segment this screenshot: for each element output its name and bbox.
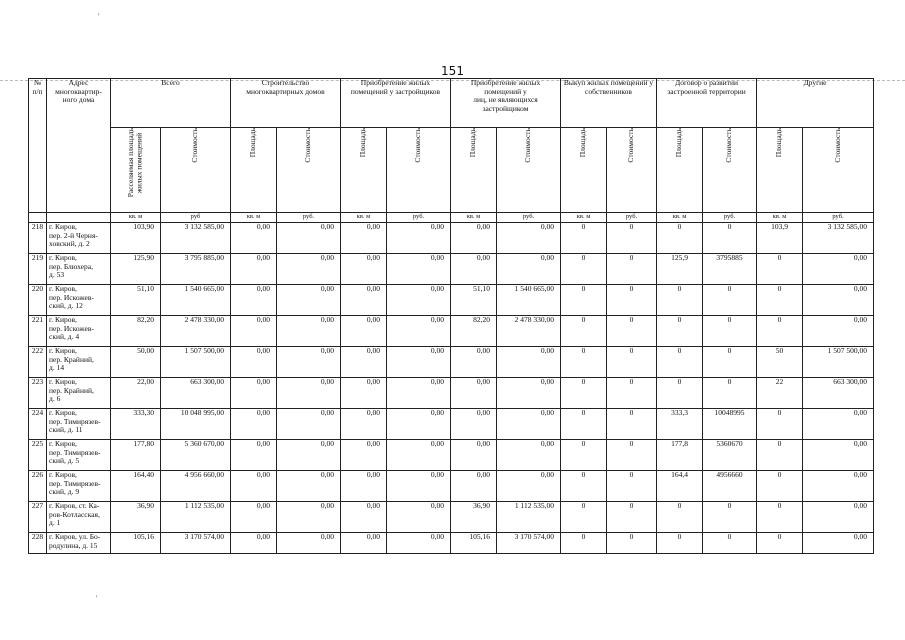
- value-cell: 0: [757, 471, 803, 502]
- value-cell: 0,00: [277, 533, 341, 554]
- value-cell: 0,00: [387, 502, 451, 533]
- value-cell: 3 170 574,00: [161, 533, 231, 554]
- value-cell: 0: [607, 285, 657, 316]
- unit-cell: кв. м: [657, 213, 703, 223]
- value-cell: 0: [561, 533, 607, 554]
- table-row: [29, 440, 874, 471]
- unit-cell: кв. м: [757, 213, 803, 223]
- value-cell: 0: [561, 502, 607, 533]
- value-cell: 0,00: [231, 409, 277, 440]
- value-cell: 333,3: [657, 409, 703, 440]
- value-cell: 0: [561, 409, 607, 440]
- value-cell: 0: [703, 502, 757, 533]
- unit-cell: кв. м: [451, 213, 497, 223]
- value-cell: 0: [607, 378, 657, 409]
- value-cell: 1 540 665,00: [161, 285, 231, 316]
- value-cell: 0,00: [387, 347, 451, 378]
- value-cell: 0,00: [341, 347, 387, 378]
- value-cell: 0,00: [341, 378, 387, 409]
- value-cell: 0: [561, 440, 607, 471]
- value-cell: 0,00: [497, 378, 561, 409]
- sub-header: Площадь: [341, 128, 387, 213]
- value-cell: 0,00: [231, 502, 277, 533]
- address-cell: г. Киров, пер. Крайний, д. 14: [47, 347, 111, 378]
- value-cell: 0: [703, 285, 757, 316]
- value-cell: 0,00: [231, 316, 277, 347]
- value-cell: 0,00: [387, 254, 451, 285]
- unit-cell: руб.: [703, 213, 757, 223]
- value-cell: 0: [757, 502, 803, 533]
- value-cell: 1 507 500,00: [803, 347, 874, 378]
- value-cell: 0,00: [497, 347, 561, 378]
- table-row: [29, 502, 874, 533]
- value-cell: 0,00: [341, 533, 387, 554]
- value-cell: 0,00: [451, 471, 497, 502]
- row-number: 225: [29, 440, 47, 471]
- value-cell: 0: [657, 502, 703, 533]
- value-cell: 1 507 500,00: [161, 347, 231, 378]
- value-cell: 0,00: [803, 440, 874, 471]
- value-cell: 0: [703, 347, 757, 378]
- value-cell: 0,00: [803, 471, 874, 502]
- sub-header: Площадь: [231, 128, 277, 213]
- value-cell: 0: [757, 409, 803, 440]
- value-cell: 0: [657, 285, 703, 316]
- value-cell: 1 540 665,00: [497, 285, 561, 316]
- value-cell: 177,80: [111, 440, 161, 471]
- value-cell: 0: [561, 378, 607, 409]
- row-number: 219: [29, 254, 47, 285]
- address-cell: г. Киров, пер. Крайний, д. 6: [47, 378, 111, 409]
- group-header: Другие: [757, 79, 874, 128]
- value-cell: 0,00: [231, 533, 277, 554]
- row-number: 218: [29, 223, 47, 254]
- value-cell: 82,20: [451, 316, 497, 347]
- unit-cell: кв. м: [561, 213, 607, 223]
- value-cell: 0,00: [277, 254, 341, 285]
- sub-header: Стоимость: [703, 128, 757, 213]
- value-cell: 36,90: [451, 502, 497, 533]
- value-cell: 0,00: [497, 223, 561, 254]
- value-cell: 0: [607, 254, 657, 285]
- value-cell: 0,00: [231, 471, 277, 502]
- value-cell: 0,00: [803, 316, 874, 347]
- value-cell: 164,4: [657, 471, 703, 502]
- unit-cell: руб.: [803, 213, 874, 223]
- address-cell: г. Киров, пер. Блюхера, д. 53: [47, 254, 111, 285]
- group-header: Приобретение жилых помещений у лиц, не являющихся застройщиком: [451, 79, 561, 128]
- row-number: 220: [29, 285, 47, 316]
- value-cell: 0,00: [387, 409, 451, 440]
- unit-cell: кв. м: [231, 213, 277, 223]
- value-cell: 22: [757, 378, 803, 409]
- value-cell: 0,00: [341, 409, 387, 440]
- value-cell: 0,00: [231, 347, 277, 378]
- value-cell: 0,00: [231, 440, 277, 471]
- sub-header: Площадь: [561, 128, 607, 213]
- value-cell: 3795885: [703, 254, 757, 285]
- row-number: 222: [29, 347, 47, 378]
- value-cell: 0: [561, 316, 607, 347]
- sub-header: Расселяемая площадь жилых помещений: [111, 128, 161, 213]
- value-cell: 1 112 535,00: [497, 502, 561, 533]
- value-cell: 0,00: [341, 223, 387, 254]
- value-cell: 0,00: [387, 285, 451, 316]
- group-header: Строительство многоквартирных домов: [231, 79, 341, 128]
- row-number: 228: [29, 533, 47, 554]
- value-cell: 0,00: [451, 347, 497, 378]
- value-cell: 0,00: [231, 378, 277, 409]
- value-cell: 0,00: [277, 316, 341, 347]
- value-cell: 0,00: [277, 378, 341, 409]
- sub-header: Стоимость: [161, 128, 231, 213]
- sub-header: Стоимость: [387, 128, 451, 213]
- value-cell: 0,00: [277, 471, 341, 502]
- table-row: [29, 254, 874, 285]
- table-row: [29, 223, 874, 254]
- value-cell: 0: [561, 347, 607, 378]
- value-cell: 36,90: [111, 502, 161, 533]
- unit-cell: руб: [161, 213, 231, 223]
- value-cell: 0,00: [451, 254, 497, 285]
- value-cell: 0,00: [387, 471, 451, 502]
- row-number: 224: [29, 409, 47, 440]
- group-header: Выкуп жилых помещений у собственников: [561, 79, 657, 128]
- value-cell: 4 956 660,00: [161, 471, 231, 502]
- value-cell: 0: [703, 378, 757, 409]
- value-cell: 0: [703, 533, 757, 554]
- value-cell: 5360670: [703, 440, 757, 471]
- value-cell: 0,00: [277, 347, 341, 378]
- sub-header-row: [29, 128, 874, 213]
- value-cell: 0,00: [341, 502, 387, 533]
- value-cell: 2 478 330,00: [161, 316, 231, 347]
- unit-cell: руб.: [497, 213, 561, 223]
- value-cell: 0,00: [451, 223, 497, 254]
- value-cell: 0,00: [803, 533, 874, 554]
- sub-header: Площадь: [757, 128, 803, 213]
- value-cell: 50: [757, 347, 803, 378]
- value-cell: 0,00: [387, 440, 451, 471]
- value-cell: 50,00: [111, 347, 161, 378]
- group-header: Приобретение жилых помещений у застройщиков: [341, 79, 451, 128]
- row-number: 226: [29, 471, 47, 502]
- value-cell: 0,00: [387, 316, 451, 347]
- value-cell: 0,00: [277, 409, 341, 440]
- value-cell: 0: [657, 316, 703, 347]
- value-cell: 0: [607, 316, 657, 347]
- value-cell: 0: [607, 502, 657, 533]
- value-cell: 333,30: [111, 409, 161, 440]
- row-number: 227: [29, 502, 47, 533]
- value-cell: 177,8: [657, 440, 703, 471]
- value-cell: 51,10: [451, 285, 497, 316]
- value-cell: 0: [561, 285, 607, 316]
- table-row: [29, 471, 874, 502]
- value-cell: 0: [607, 347, 657, 378]
- value-cell: 0,00: [277, 440, 341, 471]
- value-cell: 0,00: [803, 502, 874, 533]
- value-cell: 164,40: [111, 471, 161, 502]
- value-cell: 0: [757, 254, 803, 285]
- value-cell: 0: [757, 316, 803, 347]
- value-cell: 105,16: [451, 533, 497, 554]
- value-cell: 0,00: [277, 223, 341, 254]
- value-cell: 3 795 885,00: [161, 254, 231, 285]
- value-cell: 0,00: [277, 502, 341, 533]
- unit-cell: руб.: [607, 213, 657, 223]
- group-header: Всего: [111, 79, 231, 128]
- value-cell: 663 300,00: [803, 378, 874, 409]
- value-cell: 3 132 585,00: [161, 223, 231, 254]
- address-cell: г. Киров, пер. Искожев- ский, д. 4: [47, 316, 111, 347]
- value-cell: 105,16: [111, 533, 161, 554]
- sub-header: Стоимость: [277, 128, 341, 213]
- value-cell: 0,00: [497, 409, 561, 440]
- value-cell: 0: [657, 347, 703, 378]
- value-cell: 0: [703, 316, 757, 347]
- value-cell: 0: [757, 440, 803, 471]
- value-cell: 0: [607, 471, 657, 502]
- unit-cell: руб.: [277, 213, 341, 223]
- value-cell: 0,00: [231, 223, 277, 254]
- value-cell: 0: [757, 533, 803, 554]
- value-cell: 125,90: [111, 254, 161, 285]
- value-cell: 0,00: [387, 223, 451, 254]
- value-cell: 0: [561, 471, 607, 502]
- value-cell: 103,9: [757, 223, 803, 254]
- scan-speck: ': [96, 594, 98, 603]
- value-cell: 0,00: [387, 533, 451, 554]
- address-cell: г. Киров, пер. 2-й Черня- ховский, д. 2: [47, 223, 111, 254]
- value-cell: 0,00: [451, 440, 497, 471]
- table-row: [29, 409, 874, 440]
- value-cell: 0,00: [341, 440, 387, 471]
- address-cell: г. Киров, пер. Тимирязев- ский, д. 11: [47, 409, 111, 440]
- value-cell: 0: [657, 378, 703, 409]
- table-row: [29, 285, 874, 316]
- resettlement-table: [28, 78, 874, 554]
- value-cell: 0,00: [803, 254, 874, 285]
- value-cell: 0: [607, 440, 657, 471]
- value-cell: 3 132 585,00: [803, 223, 874, 254]
- value-cell: 0: [703, 223, 757, 254]
- value-cell: 0,00: [497, 254, 561, 285]
- address-cell: г. Киров, пер. Искожев- ский, д. 12: [47, 285, 111, 316]
- value-cell: 82,20: [111, 316, 161, 347]
- sub-header: Площадь: [451, 128, 497, 213]
- row-number: 221: [29, 316, 47, 347]
- value-cell: 0: [561, 254, 607, 285]
- value-cell: 4956660: [703, 471, 757, 502]
- table-row: [29, 533, 874, 554]
- value-cell: 0,00: [803, 409, 874, 440]
- unit-cell: руб.: [387, 213, 451, 223]
- sub-header: Площадь: [657, 128, 703, 213]
- unit-cell: кв. м: [111, 213, 161, 223]
- units-spacer: [29, 213, 47, 223]
- value-cell: 0,00: [803, 285, 874, 316]
- table-row: [29, 347, 874, 378]
- units-spacer: [47, 213, 111, 223]
- unit-cell: кв. м: [341, 213, 387, 223]
- value-cell: 0,00: [341, 471, 387, 502]
- address-cell: г. Киров, ст. Ка- ров-Котласская, д. 1: [47, 502, 111, 533]
- table-row: [29, 378, 874, 409]
- value-cell: 103,90: [111, 223, 161, 254]
- value-cell: 0,00: [277, 285, 341, 316]
- table-row: [29, 316, 874, 347]
- value-cell: 10 048 995,00: [161, 409, 231, 440]
- value-cell: 0,00: [341, 316, 387, 347]
- value-cell: 0,00: [341, 254, 387, 285]
- address-cell: г. Киров, пер. Тимирязев- ский, д. 9: [47, 471, 111, 502]
- scan-speck: ': [98, 12, 100, 21]
- value-cell: 663 300,00: [161, 378, 231, 409]
- value-cell: 22,00: [111, 378, 161, 409]
- value-cell: 0: [561, 223, 607, 254]
- group-header: Договор о развитии застроенной территории: [657, 79, 757, 128]
- value-cell: 5 360 670,00: [161, 440, 231, 471]
- value-cell: 0: [607, 409, 657, 440]
- value-cell: 1 112 535,00: [161, 502, 231, 533]
- row-number: 223: [29, 378, 47, 409]
- sub-header: Стоимость: [497, 128, 561, 213]
- value-cell: 0: [607, 223, 657, 254]
- value-cell: 0,00: [451, 409, 497, 440]
- header-address: Адрес многоквартир- ного дома: [47, 79, 111, 213]
- value-cell: 51,10: [111, 285, 161, 316]
- value-cell: 0: [657, 533, 703, 554]
- value-cell: 0,00: [231, 285, 277, 316]
- page-number: 151: [441, 64, 464, 78]
- value-cell: 0,00: [231, 254, 277, 285]
- value-cell: 0: [607, 533, 657, 554]
- value-cell: 2 478 330,00: [497, 316, 561, 347]
- value-cell: 0,00: [451, 378, 497, 409]
- value-cell: 0,00: [497, 440, 561, 471]
- value-cell: 10048995: [703, 409, 757, 440]
- value-cell: 0: [657, 223, 703, 254]
- units-row: [29, 213, 874, 223]
- address-cell: г. Киров, ул. Бо- родулина, д. 15: [47, 533, 111, 554]
- sub-header: Стоимость: [803, 128, 874, 213]
- group-header-row: [29, 79, 874, 128]
- value-cell: 0: [757, 285, 803, 316]
- header-num: № п/п: [29, 79, 47, 213]
- address-cell: г. Киров, пер. Тимирязев- ский, д. 5: [47, 440, 111, 471]
- value-cell: 0,00: [387, 378, 451, 409]
- sub-header: Стоимость: [607, 128, 657, 213]
- value-cell: 125,9: [657, 254, 703, 285]
- value-cell: 0,00: [497, 471, 561, 502]
- value-cell: 0,00: [341, 285, 387, 316]
- value-cell: 3 170 574,00: [497, 533, 561, 554]
